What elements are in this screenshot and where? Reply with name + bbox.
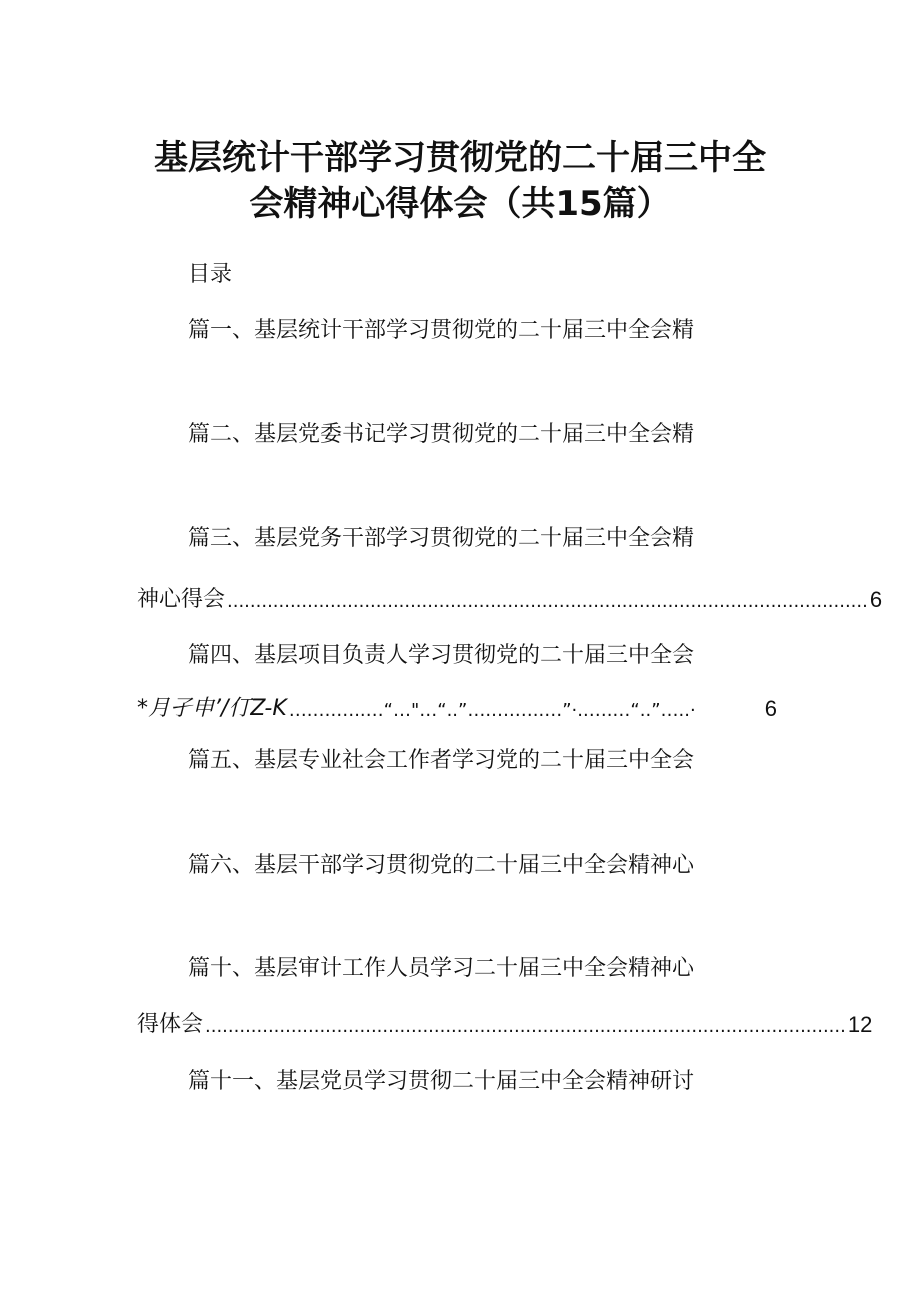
toc-entry-3-leader: ................................................................................................................: [227, 591, 868, 612]
toc-entry-4-cont-text: *月孑申’/仃Z-K: [137, 696, 287, 721]
toc-entry-2[interactable]: 篇二、基层党委书记学习贯彻党的二十届三中全会精: [188, 422, 695, 447]
toc-entry-5[interactable]: 篇五、基层专业社会工作者学习党的二十届三中全会: [188, 748, 695, 773]
toc-entry-3[interactable]: 篇三、基层党务干部学习贯彻党的二十届三中全会精: [188, 526, 695, 551]
toc-entry-8[interactable]: 篇十一、基层党员学习贯彻二十届三中全会精神研讨: [188, 1069, 695, 1094]
document-title-line-1: 基层统计干部学习贯彻党的二十届三中全: [154, 138, 766, 178]
document-title-line-2: 会精神心得体会（共15篇）: [249, 184, 671, 224]
toc-entry-4[interactable]: 篇四、基层项目负责人学习贯彻党的二十届三中全会: [188, 643, 695, 668]
toc-entry-3-cont-text: 神心得会: [137, 587, 226, 612]
toc-entry-7[interactable]: 篇十、基层审计工作人员学习二十届三中全会精神心: [188, 956, 695, 981]
toc-entry-1[interactable]: 篇一、基层统计干部学习贯彻党的二十届三中全会精: [188, 318, 695, 343]
toc-entry-3-continuation[interactable]: [137, 587, 883, 613]
toc-entry-3-page-number: 6: [869, 587, 883, 612]
toc-entry-7-cont-text: 得体会: [137, 1012, 204, 1037]
toc-heading: 目录: [188, 262, 233, 287]
toc-entry-4-page-number: 6: [764, 696, 777, 721]
toc-entry-4-leader: ….….…..…“…"…“..”….….…..…”·..….…“..”…..·: [288, 700, 696, 721]
toc-entry-7-continuation[interactable]: [137, 1012, 873, 1038]
toc-entry-4-continuation[interactable]: [137, 696, 777, 722]
toc-entry-7-page-number: 12: [847, 1012, 873, 1037]
toc-entry-7-leader: ................................................................................................................: [205, 1016, 846, 1037]
toc-entry-6[interactable]: 篇六、基层干部学习贯彻党的二十届三中全会精神心: [188, 853, 695, 878]
